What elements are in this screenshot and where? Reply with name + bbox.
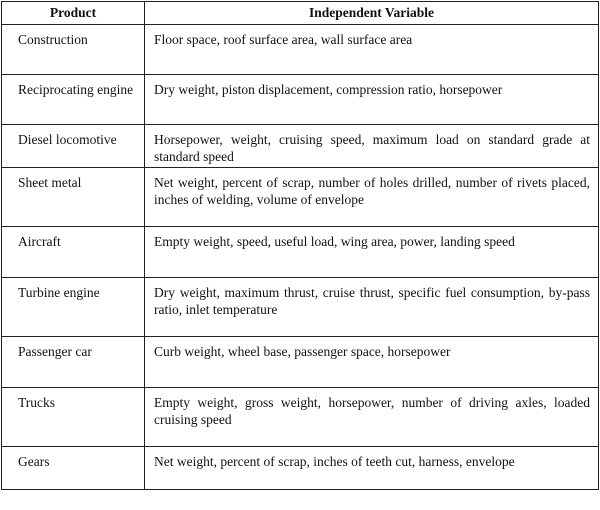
product-cell: Passenger car [2, 337, 145, 388]
product-variable-table [1, 1, 599, 490]
variable-cell: Curb weight, wheel base, passenger space, horsepower [145, 337, 599, 388]
table-row [2, 25, 599, 75]
table-row [2, 278, 599, 337]
product-cell: Diesel locomotive [2, 125, 145, 168]
product-cell: Turbine engine [2, 278, 145, 337]
variable-cell: Floor space, roof surface area, wall surface area [145, 25, 599, 75]
product-cell: Aircraft [2, 227, 145, 278]
product-cell: Trucks [2, 388, 145, 447]
table-row [2, 168, 599, 227]
table-row [2, 125, 599, 168]
variable-cell: Net weight, percent of scrap, inches of teeth cut, harness, envelope [145, 447, 599, 490]
table-row [2, 447, 599, 490]
header-product: Product [2, 2, 145, 25]
table-row [2, 227, 599, 278]
variable-cell: Empty weight, speed, useful load, wing area, power, landing speed [145, 227, 599, 278]
table-row [2, 388, 599, 447]
product-cell: Sheet metal [2, 168, 145, 227]
product-cell: Gears [2, 447, 145, 490]
table-row [2, 75, 599, 125]
product-cell: Construction [2, 25, 145, 75]
variable-cell: Horsepower, weight, cruising speed, maximum load on standard grade at standard speed [145, 125, 599, 168]
header-row [2, 2, 599, 25]
variable-cell: Empty weight, gross weight, horsepower, number of driving axles, loaded cruising speed [145, 388, 599, 447]
table-row [2, 337, 599, 388]
variable-cell: Dry weight, piston displacement, compression ratio, horsepower [145, 75, 599, 125]
header-independent-variable: Independent Variable [145, 2, 599, 25]
variable-cell: Dry weight, maximum thrust, cruise thrust, specific fuel consumption, by-pass ratio, inlet temperature [145, 278, 599, 337]
product-cell: Reciprocating engine [2, 75, 145, 125]
variable-cell: Net weight, percent of scrap, number of holes drilled, number of rivets placed, inches of welding, volume of envelope [145, 168, 599, 227]
